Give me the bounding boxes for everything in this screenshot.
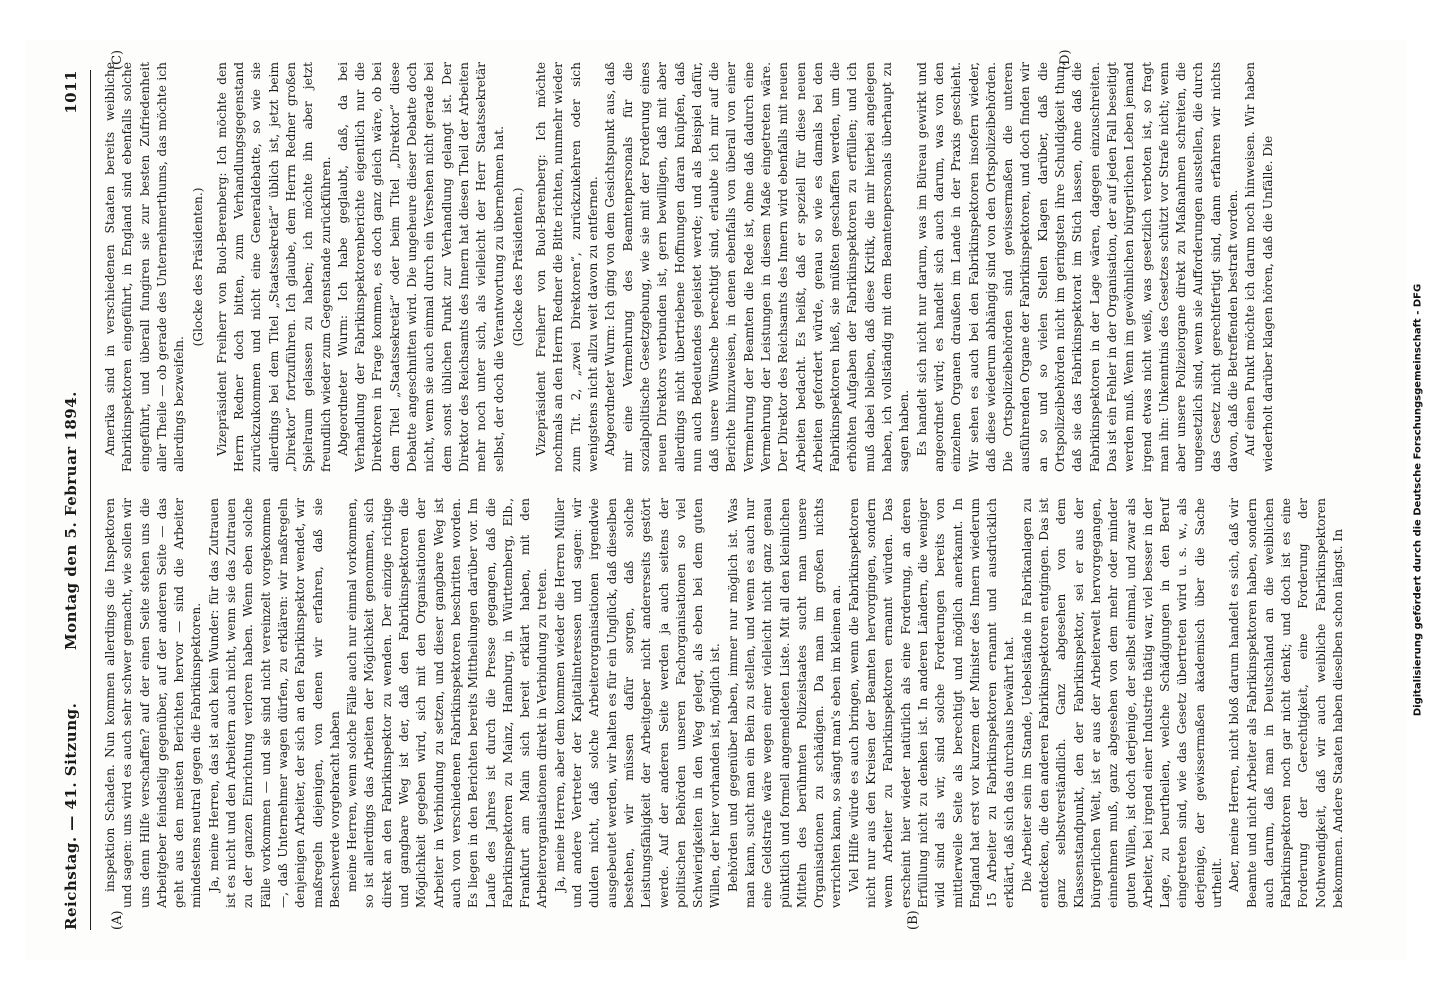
left-paragraph: Behörden und gegenüber haben, immer nur möglich ist. Was man kann, sucht man ein Bein zu stellen, und wenn es auch nur eine Geldstrafe wäre wegen einer vielleicht nicht ganz genau pünktlich und formell angemeldeten Liste. Mit all den kleinlichen Mitteln des berühmten Polizeistaates sucht man unsere Organisationen zu schädigen. Da man im großen nichts verrichten kann, so sängt man's eben im kleinen an. bbox=[725, 498, 844, 908]
page-header bbox=[62, 70, 92, 930]
left-paragraph: Die Arbeiter sein im Stande, Uebelstände in Fabrikanlagen zu entdecken, die den anderen Fabrikinspektoren entgingen. Das ist ganz selbstverständlich. Ganz abgesehen von dem Klassenstandpunkt, den der Fabrikinspektor, sei er aus der bürgerlichen Welt, ist er aus der Arbeiterwelt hervorgegangen, einnehmen muß, ganz abgesehen von dem mehr oder minder guten Willen, ist doch derjenige, der selbst einmal, und zwar als Arbeiter, bei irgend einer Industrie thätig war, viel besser in der Lage, zu beurtheilen, welche Schädigungen in den Beruf eingetreten sind, wie das Gesetz übertreten wird u. s. w., als derjenige, der gewissermaßen akademisch über die Sache urtheilt. bbox=[1019, 498, 1224, 908]
right-paragraph: Auf einen Punkt möchte ich darum noch hinweisen. Wir haben wiederholt darüber klagen hören, daß die Unfälle. Die bbox=[1243, 62, 1275, 472]
stage-direction: (Glocke des Präsidenten.) bbox=[510, 187, 525, 347]
right-paragraph: Abgeordneter Wurm: Ich habe geglaubt, daß, da bei Verhandlung der Fabrikinspektorenberichte eigentlich nur die Direktoren in Frage kommen, es doch ganz gleich wäre, ob bei dem Titel „Staatssekretär“ oder beim Titel „Direktor“ diese Debatte angeschnitten wird. Die ungeheure dieser Debatte doch nicht, wenn sie auch einmal durch ein Versehen nicht gerade bei dem sonst üblichen Punkt zur Verhandlung gelangt ist. Der Direktor des Reichsamts des Innern hat diesen Theil der Arbeiten mehr noch unter sich, als vielleicht der Herr Staatssekretär selbst, der doch die Verantwortung zu übernehmen hat. bbox=[335, 62, 506, 472]
page-number: 1011 bbox=[62, 70, 80, 114]
margin-marker-a: (A) bbox=[110, 910, 125, 930]
right-text-column bbox=[102, 62, 1282, 472]
left-paragraph: meine Herren, wenn solche Fälle auch nur einmal vorkommen, so ist allerdings das Arbeiten der Möglichkeit genommen, sich direkt an den Fabrikinspektor zu wenden. Der einzige richtige und gangbare Weg ist der, daß den Fabrikinspektoren die Möglichkeit gegeben wird, sich mit den Organisationen der Arbeiter in Verbindung zu setzen, und dieser gangbare Weg ist auch von verschiedenen Fabrikinspektoren beschritten worden. Es liegen in den Berichten bereits Mittheilungen darüber vor. Im Laufe des Jahres ist durch die Presse gegangen, daß die Fabrikinspektoren zu Mainz, Hamburg, in Württemberg, Elb., Frankfurt am Main sich bereit erklärt haben, mit den Arbeiterorganisationen direkt in Verbindung zu treten. bbox=[345, 498, 550, 908]
header-rule bbox=[90, 70, 91, 930]
left-paragraph: Ja, meine Herren, das ist auch kein Wunder: für das Zutrauen ist es nicht und den Arbeitern auch nicht, wenn sie das Zutrauen zu der ganzen Einrichtung verloren haben. Wenn eben solche Fälle vorkommen — und sie sind nicht vereinzelt vorgekommen —, daß Unternehmer wagen dürfen, zu erklären: wir maßregeln denjenigen Arbeiter, der sich an den Fabrikinspektor wendet, wir maßregeln diejenigen, von denen wir erfahren, daß sie Beschwerde vorgebracht haben bbox=[206, 498, 342, 908]
right-paragraph: Amerika sind in verschiedenen Staaten bereits weibliche Fabrikinspektoren eingeführt, in England sind ebenfalls solche eingeführt, und überall fungiren sie zur besten Zufriedenheit aller Theile — ob gerade des Unternehmerthums, das möchte ich allerdings bezweifeln. bbox=[103, 62, 187, 472]
margin-marker-b: (B) bbox=[906, 910, 921, 930]
header-date: Montag den 5. Februar 1894. bbox=[62, 391, 80, 650]
left-paragraph: inspektion Schaden. Nun kommen allerdings die Inspektoren und sagen: uns wird es auch sehr schwer gemacht, wie sollen wir uns denn Hilfe verschaffen? auf der einen Seite stehen uns die Arbeitgeber feindselig gegenüber, auf der anderen Seite — das geht aus den meisten Berichten hervor — sind die Arbeiter mindestens neutral gegen die Fabrikinspektoren. bbox=[103, 498, 204, 908]
left-text-column bbox=[102, 498, 1346, 908]
right-paragraph: Vizepräsident Freiherr von Buol-Berenberg: Ich möchte nochmals an den Herrn Redner die Bitte richten, nunmehr wieder zum Tit. 2, „zwei Direktoren“, zurückzukehren oder sich wenigstens nicht allzu weit davon zu entfernen. bbox=[534, 62, 601, 472]
margin-marker-d: (D) bbox=[1058, 49, 1073, 70]
margin-marker-c: (C) bbox=[110, 49, 125, 70]
right-paragraph: Vizepräsident Freiherr von Buol-Berenberg: Ich möchte den Herrn Redner doch bitten, zum Verhandlungsgegenstand zurückzukommen und nicht eine Generaldebatte, so wie sie allerdings bei dem Titel „Staatssekretär“ üblich ist, jetzt beim „Direktor“ fortzuführen. Ich glaube, dem Herrn Redner großen Spielraum gelassen zu haben; ich möchte ihn aber jetzt freundlich wieder zum Gegenstande zurückführen. bbox=[214, 62, 333, 472]
right-paragraph: Abgeordneter Wurm: Ich ging von dem Gesichtspunkt aus, daß mir eine Vermehrung des Beamtenpersonals für die sozialpolitische Gesetzgebung, wie sie mit der Forderung eines neuen Direktors verbunden ist, gern bewilligen, daß mit aber allerdings nicht übertriebene Hoffnungen daran knüpfen, daß nun auch Bedeutendes geleistet werde; und als Beispiel dafür, daß unsere Wünsche berechtigt sind, erlaubte ich mir auf die Berichte hinzuweisen, in denen ebenfalls von überall von einer Vermehrung der Beamten die Rede ist, ohne daß dadurch eine Vermehrung der Leistungen in diesem Maße eingetreten wäre. Der Direktor des Reichsamts des Innern wird ebenfalls mit neuen Arbeiten bedacht. Es heißt, daß er speziell für diese neuen Arbeiten gefordert würde, genau so wie es damals bei den Fabrikinspektoren hieß, sie müßten geschaffen werden, um die erhöhten Aufgaben der Fabrikinspektoren zu erfüllen; und ich muß dabei bleiben, daß diese Kritik, die mir hierbei angelegen haben, ich vollständig mit dem Beamtenpersonals überhaupt zu sagen haben. bbox=[603, 62, 912, 472]
digitization-credit: Digitalisierung gefördert durch die Deutsche Forschungsgemeinschaft - DFG bbox=[1412, 283, 1424, 717]
stage-direction: (Glocke des Präsidenten.) bbox=[191, 187, 206, 347]
right-paragraph: Es handelt sich nicht nur darum, was im Büreau gewirkt und angeordnet wird; es handelt sich auch darum, was von den einzelnen Organen draußen im Lande in der Praxis geschieht. Wir sehen es auch bei den Fabrikinspektoren insofern wieder, daß diese wiederum abhängig sind von den Ortspolizeibehörden. Die Ortspolizeibehörden sind gewissermaßen die unteren ausführenden Organe der Fabrikinspektoren, und doch finden wir an so und so vielen Stellen Klagen darüber, daß die Ortspolizeibehörden nicht im geringsten ihre Schuldigkeit thun, daß sie das Fabrikinspektorat im Stich lassen, ohne daß die Fabrikinspektoren in der Lage wären, dagegen einzuschreiten. Das ist ein Fehler in der Organisation, der auf jeden Fall beseitigt werden muß. Wenn im gewöhnlichen bürgerlichen Leben jemand irgend etwas nicht weiß, was gesetzlich verboten ist, so fragt man ihn: Unkenntnis des Gesetzes schützt vor Strafe nicht; wenn aber unsere Polizeiorgane direkt zu Maßnahmen schreiten, die ungesetzlich sind, wenn sie Aufforderungen ausstellen, die durch das Gesetz nicht gerechtfertigt sind, dann erfahren wir nichts davon, daß die Betreffenden bestraft worden. bbox=[914, 62, 1240, 472]
rotated-document-page bbox=[26, 40, 1406, 960]
left-paragraph: Ja, meine Herren, aber dem kommen wieder die Herren Müller und andere Vertreter der Kapitalinteressen und sagen: wir dulden nicht, daß solche Arbeiterorganisationen irgendwie ausgebeutet werden, wir halten es für ein Unglück, daß dieselben bestehen, wir müssen dafür sorgen, daß solche Leistungsfähigkeit der Arbeitgeber nicht andererseits gestört werde. Auf der anderen Seite werden ja auch seitens der politischen Behörden unseren Fachorganisationen so viel Schwierigkeiten in den Weg gelegt, als eben bei dem guten Willen, der hier vorhanden ist, möglich ist. bbox=[552, 498, 723, 908]
header-session-title: Reichstag. — 41. Sitzung. bbox=[62, 702, 80, 930]
left-paragraph: Viel Hilfe würde es auch bringen, wenn die Fabrikinspektoren nicht nur aus den Kreisen der Beamten hervorgingen, sondern wenn Arbeiter zu Fabrikinspektoren ernannt würden. Das erscheint hier wieder natürlich als eine Forderung, an deren Erfüllung nicht zu denken ist. In anderen Ländern, die weniger wild sind als wir, sind solche Forderungen bereits von mittlerweile Seite als berechtigt und möglich anerkannt. In England hat erst vor kurzem der Minister des Innern wiederum 15 Arbeiter zu Fabrikinspektoren ernannt und ausdrücklich erklärt, daß sich das durchaus bewährt hat. bbox=[846, 498, 1017, 908]
left-paragraph: Aber, meine Herren, nicht bloß darum handelt es sich, daß wir Beamte und nicht Arbeiter als Fabrikinspektoren haben, sondern auch darum, daß man in Deutschland an die weiblichen Fabrikinspektoren noch gar nicht denkt; und doch ist es eine Forderung der Gerechtigkeit, eine Forderung der Nothwendigkeit, daß wir auch weibliche Fabrikinspektoren bekommen. Andere Staaten haben dieselben schon längst. In bbox=[1227, 498, 1346, 908]
